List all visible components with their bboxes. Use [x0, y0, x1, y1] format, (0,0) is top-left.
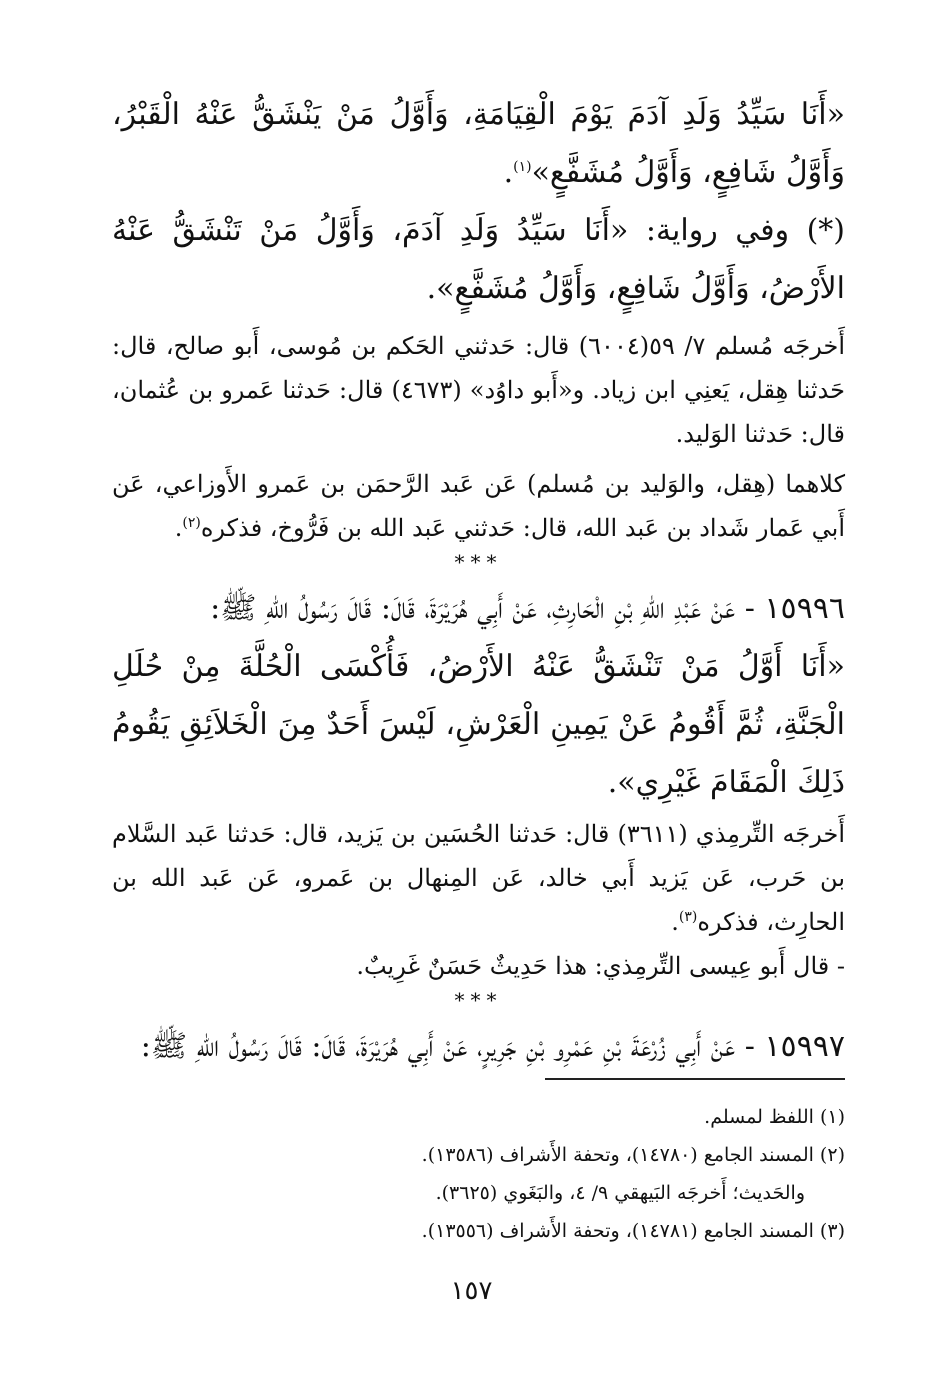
hadith-text-1-end: .	[503, 155, 514, 190]
footnote-ref-3[interactable]: (٣)	[678, 909, 698, 925]
isnad-paragraph-1-end: .	[174, 514, 183, 542]
page-number: ١٥٧	[450, 1276, 493, 1306]
footnotes	[112, 1098, 845, 1250]
tirmidhi-grading: - قال أَبو عِيسى التِّرمِذي: هذا حَدِيثٌ حَسَنٌ غَرِيبٌ.	[356, 952, 845, 980]
takhrij-paragraph-2-body: أَخرجَه التِّرمِذي (٣٦١١) قال: حَدثنا الحُسَين بن يَزيد، قال: حَدثنا عَبد السَّلام بن حَرب، عَن يَزيد أَبي خالد، عَن المِنهال بن عَمرو، عَن عَبد الله بن الحارِث، فذكره	[112, 820, 845, 936]
footnote-1: (١) اللفظ لمسلم.	[704, 1106, 845, 1128]
takhrij-paragraph-1: أَخرجَه مُسلم ٧/ ٥٩(٦٠٠٤) قال: حَدثني الحَكم بن مُوسى، أَبو صالح، قال: حَدثنا هِقل، يَعنِي ابن زياد. و«أَبو داوُد» (٤٦٧٣) قال: حَدثنا عَمرو بن عُثمان، قال: حَدثنا الوَليد.	[112, 332, 846, 448]
footnote-separator	[545, 1078, 845, 1080]
takhrij-paragraph-2-end: .	[671, 908, 679, 936]
isnad-paragraph-1-body: كلاهما (هِقل، والوَليد بن مُسلم) عَن عَبد الرَّحمَن بن عَمرو الأَوزاعي، عَن أَبي عَمار شَداد بن عَبد الله، قال: حَدثني عَبد الله بن فَرُّوخ، فذكره	[112, 470, 845, 542]
isnad-paragraph-1	[112, 462, 845, 550]
section-separator-stars-2: ***	[454, 988, 503, 1012]
footnote-ref-1[interactable]: (١)	[513, 159, 532, 175]
hadith-15996-text: «أَنَا أَوَّلُ مَنْ تَنْشَقُّ عَنْهُ الأَرْضُ، فَأُكْسَى الْحُلَّةَ مِنْ حُلَلِ الْجَنَّةِ، ثُمَّ أَقُومُ عَنْ يَمِينِ الْعَرْشِ، لَيْسَ أَحَدٌ مِنَ الْخَلاَئِقِ يَقُومُ ذَلِكَ الْمَقَامَ غَيْرِي».	[112, 649, 845, 800]
footnote-ref-2[interactable]: (٢)	[182, 515, 201, 531]
section-separator-stars-1: ***	[454, 550, 503, 574]
hadith-15997-heading: ١٥٩٩٧ - عَنْ أَبِي زُرْعَةَ بْنِ عَمْرِو بْنِ جَرِيرٍ، عَنْ أَبِي هُرَيْرَةَ، قَالَ: قَالَ رَسُولُ اللهِ ﷺ:	[140, 1029, 845, 1064]
hadith-text-1-body: «أَنَا سَيِّدُ وَلَدِ آدَمَ يَوْمَ الْقِيَامَةِ، وَأَوَّلُ مَنْ يَنْشَقُّ عَنْهُ الْقَبْرُ، وَأَوَّلُ شَافِعٍ، وَأَوَّلُ مُشَفَّعٍ»	[112, 97, 845, 190]
footnote-3: (٣) المسند الجامع (١٤٧٨١)، وتحفة الأَشراف (١٣٥٥٦).	[421, 1220, 845, 1242]
footnote-2: (٢) المسند الجامع (١٤٧٨٠)، وتحفة الأَشراف (١٣٥٨٦).	[421, 1144, 845, 1166]
footnote-2-continuation: والحَديث؛ أَخرجَه البَيهقي ٩/ ٤، والبَغَوي (٣٦٢٥).	[435, 1182, 805, 1204]
takhrij-paragraph-2	[112, 812, 845, 944]
hadith-15996-heading: ١٥٩٩٦ - عَنْ عَبْدِ اللهِ بْنِ الْحَارِثِ، عَنْ أَبِي هُرَيْرَةَ، قَالَ: قَالَ رَسُولُ اللهِ ﷺ:	[210, 591, 845, 626]
hadith-text-1	[112, 86, 845, 202]
narration-variant: (*) وفي رواية: «أَنَا سَيِّدُ وَلَدِ آدَمَ، وَأَوَّلُ مَنْ تَنْشَقُّ عَنْهُ الأَرْضُ، وَأَوَّلُ شَافِعٍ، وَأَوَّلُ مُشَفَّعٍ».	[112, 213, 845, 306]
